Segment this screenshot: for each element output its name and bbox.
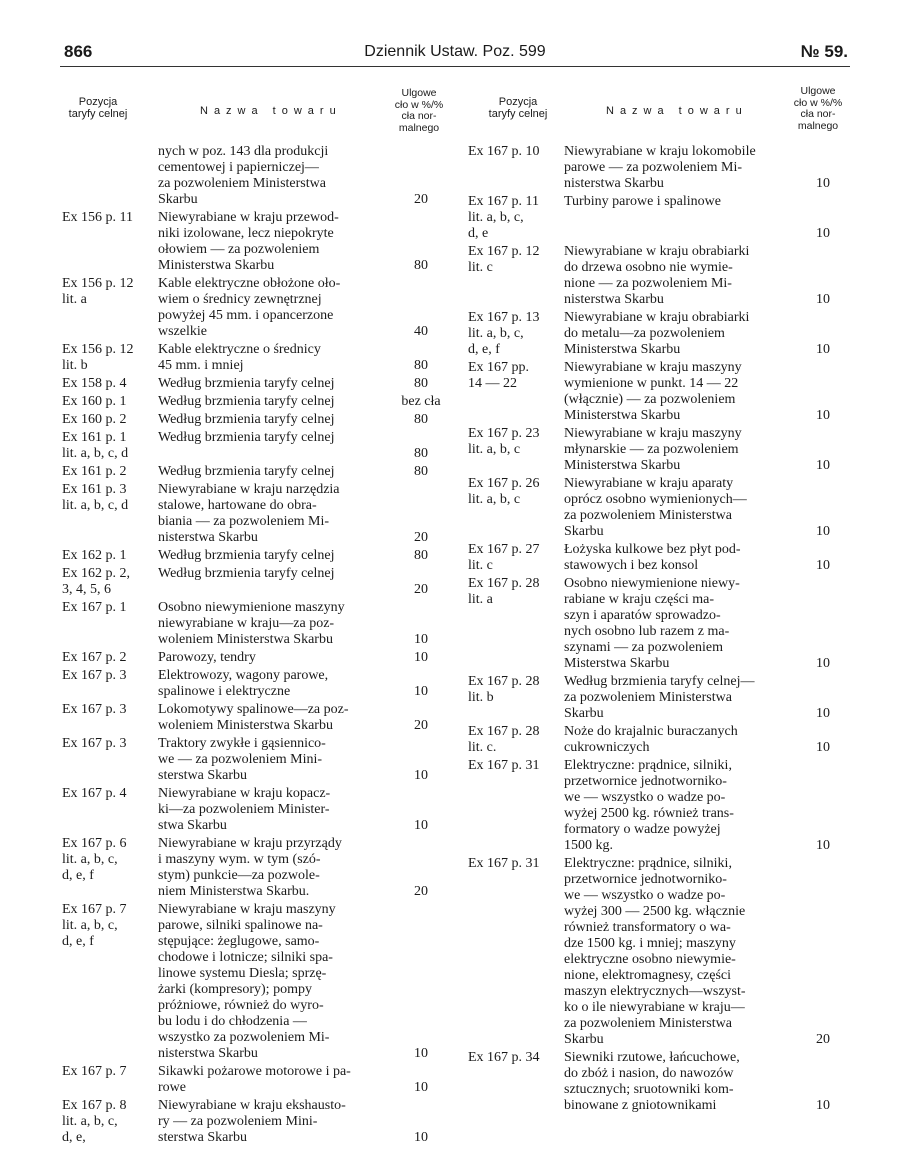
tariff-position: Ex 167 p. 4 xyxy=(62,786,127,801)
duty-rate: 10 xyxy=(816,408,830,423)
tariff-position: Ex 167 p. 3 xyxy=(62,668,127,683)
duty-rate: 20 xyxy=(414,192,428,207)
goods-name: Niewyrabiane w kraju narzędzia stalowe, hartowane do obra- biania — za pozwoleniem Mi- nisterstwa Skarbu xyxy=(158,482,340,545)
goods-name: Sikawki pożarowe motorowe i pa- rowe xyxy=(158,1064,351,1095)
goods-name: Niewyrabiane w kraju obrabiarki do drzewa osobno nie wymie- nione — za pozwoleniem Mi- nisterstwa Skarbu xyxy=(564,244,750,307)
tariff-position: Ex 161 p. 1 lit. a, b, c, d xyxy=(62,430,129,461)
tariff-entry xyxy=(62,464,450,480)
tariff-position: Ex 167 p. 31 xyxy=(468,856,540,871)
right-column-header xyxy=(468,85,843,144)
duty-rate: 10 xyxy=(414,1080,428,1095)
duty-header: Ulgowe cło w %/% cła nor- malnego xyxy=(793,85,843,132)
tariff-entry xyxy=(62,668,450,700)
page-header xyxy=(60,40,850,67)
duty-rate: 80 xyxy=(414,258,428,273)
tariff-entry xyxy=(468,724,843,756)
goods-name: Niewyrabiane w kraju obrabiarki do metalu—za pozwoleniem Ministerstwa Skarbu xyxy=(564,310,750,357)
goods-name: Niewyrabiane w kraju maszyny wymienione w punkt. 14 — 22 (włącznie) — za pozwoleniem Ministerstwa Skarbu xyxy=(564,360,742,423)
duty-rate: 10 xyxy=(816,706,830,721)
goods-name: Kable elektryczne obłożone oło- wiem o średnicy zewnętrznej powyżej 45 mm. i opancerzone wszelkie xyxy=(158,276,341,339)
goods-name: Niewyrabiane w kraju aparaty oprócz osobno wymienionych— za pozwoleniem Ministerstwa Skarbu xyxy=(564,476,747,539)
duty-rate: 10 xyxy=(414,1046,428,1061)
tariff-entry xyxy=(468,244,843,308)
duty-rate: 20 xyxy=(414,884,428,899)
goods-name: Niewyrabiane w kraju lokomobile parowe — za pozwoleniem Mi- nisterstwa Skarbu xyxy=(564,144,756,191)
tariff-position: Ex 167 p. 28 lit. b xyxy=(468,674,540,705)
tariff-position: Ex 167 p. 2 xyxy=(62,650,127,665)
tariff-position: Ex 160 p. 2 xyxy=(62,412,127,427)
page-number: 866 xyxy=(64,42,93,61)
tariff-position: Ex 167 p. 1 xyxy=(62,600,127,615)
duty-rate: 10 xyxy=(414,684,428,699)
left-column xyxy=(62,88,450,1148)
tariff-entry xyxy=(62,1064,450,1096)
duty-rate: 20 xyxy=(414,530,428,545)
tariff-entry xyxy=(468,758,843,854)
goods-name: Niewyrabiane w kraju kopacz- ki—za pozwoleniem Minister- stwa Skarbu xyxy=(158,786,331,833)
tariff-position: Ex 156 p. 12 lit. a xyxy=(62,276,134,307)
duty-rate: 80 xyxy=(414,548,428,563)
tariff-entry xyxy=(468,194,843,242)
tariff-position: Ex 167 p. 12 lit. c xyxy=(468,244,540,275)
tariff-position: Ex 162 p. 1 xyxy=(62,548,127,563)
tariff-entry xyxy=(468,576,843,672)
goods-name: Elektryczne: prądnice, silniki, przetwornice jednotworniko- we — wszystko o wadze po- wyżej 2500 kg. również trans- formatory o wadze powyżej 1500 kg. xyxy=(564,758,734,853)
tariff-entry xyxy=(468,856,843,1048)
duty-rate: 20 xyxy=(414,718,428,733)
duty-rate: 10 xyxy=(414,1130,428,1145)
goods-name: Parowozy, tendry xyxy=(158,650,256,665)
tariff-position: Ex 167 p. 8 lit. a, b, c, d, e, xyxy=(62,1098,127,1145)
duty-rate: 10 xyxy=(816,740,830,755)
goods-name: Niewyrabiane w kraju ekshausto- ry — za pozwoleniem Mini- sterstwa Skarbu xyxy=(158,1098,346,1145)
goods-name: Według brzmienia taryfy celnej xyxy=(158,430,335,445)
tariff-entry xyxy=(62,736,450,784)
journal-title: Dziennik Ustaw. Poz. 599 xyxy=(364,43,546,60)
tariff-entry xyxy=(62,836,450,900)
tariff-entry xyxy=(468,674,843,722)
issue-number: № 59. xyxy=(800,42,848,61)
duty-rate: 10 xyxy=(816,292,830,307)
goods-name: Noże do krajalnic buraczanych cukrowniczych xyxy=(564,724,738,755)
duty-rate: 10 xyxy=(816,342,830,357)
duty-rate: 10 xyxy=(414,818,428,833)
tariff-entry xyxy=(62,600,450,648)
goods-name: Według brzmienia taryfy celnej xyxy=(158,566,335,581)
duty-rate: 10 xyxy=(816,226,830,241)
goods-name: Według brzmienia taryfy celnej xyxy=(158,548,335,563)
tariff-entry xyxy=(62,412,450,428)
tariff-entry xyxy=(62,144,450,208)
duty-rate: 80 xyxy=(414,464,428,479)
tariff-entry xyxy=(62,430,450,462)
tariff-position: Ex 167 p. 27 lit. c xyxy=(468,542,540,573)
tariff-entry xyxy=(62,548,450,564)
tariff-position: Ex 156 p. 12 lit. b xyxy=(62,342,134,373)
tariff-position: Ex 161 p. 3 lit. a, b, c, d xyxy=(62,482,129,513)
duty-rate: 10 xyxy=(414,650,428,665)
duty-rate: 80 xyxy=(414,446,428,461)
duty-rate: 10 xyxy=(414,632,428,647)
tariff-entry xyxy=(62,210,450,274)
duty-header: Ulgowe cło w %/% cła nor- malnego xyxy=(394,87,444,134)
goods-name: Osobno niewymienione maszyny niewyrabiane w kraju—za poz- woleniem Ministerstwa Skarbu xyxy=(158,600,345,647)
goods-name: Niewyrabiane w kraju przyrządy i maszyny wym. w tym (szó- stym) punkcie—za pozwole- niem Ministerstwa Skarbu. xyxy=(158,836,342,899)
duty-rate: 20 xyxy=(816,1032,830,1047)
goods-name: Siewniki rzutowe, łańcuchowe, do zbóż i nasion, do nawozów sztucznych; sruotowniki kom- binowane z gniotownikami xyxy=(564,1050,740,1113)
tariff-entry xyxy=(62,566,450,598)
duty-rate: 80 xyxy=(414,358,428,373)
tariff-entry xyxy=(468,360,843,424)
tariff-position: Ex 167 p. 28 lit. c. xyxy=(468,724,540,755)
tariff-entry xyxy=(468,310,843,358)
tariff-position: Ex 167 p. 11 lit. a, b, c, d, e xyxy=(468,194,540,241)
tariff-position: Ex 167 p. 7 xyxy=(62,1064,127,1079)
goods-name: Według brzmienia taryfy celnej xyxy=(158,376,335,391)
goods-name: Według brzmienia taryfy celnej— za pozwoleniem Ministerstwa Skarbu xyxy=(564,674,755,721)
tariff-entry xyxy=(468,1050,843,1114)
goods-name: Niewyrabiane w kraju przewod- niki izolowane, lecz niepokryte ołowiem — za pozwoleniem Ministerstwa Skarbu xyxy=(158,210,339,273)
tariff-entry xyxy=(62,394,450,410)
goods-name: Kable elektryczne o średnicy 45 mm. i mniej xyxy=(158,342,321,373)
goods-name: Lokomotywy spalinowe—za poz- woleniem Ministerstwa Skarbu xyxy=(158,702,349,733)
tariff-position: Ex 167 p. 7 lit. a, b, c, d, e, f xyxy=(62,902,127,949)
tariff-position: Ex 158 p. 4 xyxy=(62,376,127,391)
tariff-position: Ex 167 p. 3 xyxy=(62,736,127,751)
goods-name: Według brzmienia taryfy celnej xyxy=(158,412,335,427)
duty-rate: 10 xyxy=(816,838,830,853)
name-header: Nazwa towaru xyxy=(200,105,342,117)
tariff-entry xyxy=(468,542,843,574)
tariff-position: Ex 167 pp. 14 — 22 xyxy=(468,360,530,391)
tariff-position: Ex 167 p. 23 lit. a, b, c xyxy=(468,426,540,457)
tariff-position: Ex 161 p. 2 xyxy=(62,464,127,479)
tariff-position: Ex 156 p. 11 xyxy=(62,210,134,225)
duty-rate: 20 xyxy=(414,582,428,597)
tariff-entry xyxy=(468,476,843,540)
tariff-entry xyxy=(62,786,450,834)
tariff-entry xyxy=(62,702,450,734)
goods-name: nych w poz. 143 dla produkcji cementowej i papierniczej— za pozwoleniem Ministerstwa Skarbu xyxy=(158,144,329,207)
tariff-position: Ex 167 p. 13 lit. a, b, c, d, e, f xyxy=(468,310,540,357)
goods-name: Osobno niewymienione niewy- rabiane w kraju części ma- szyn i aparatów sprowadzo- nych osobno lub razem z ma- szynami — za pozwoleniem Misterstwa Skarbu xyxy=(564,576,740,671)
tariff-entry xyxy=(468,426,843,474)
tariff-entry xyxy=(62,276,450,340)
right-column xyxy=(468,85,843,1116)
goods-name: Traktory zwykłe i gąsiennico- we — za pozwoleniem Mini- sterstwa Skarbu xyxy=(158,736,326,783)
duty-rate: 10 xyxy=(816,458,830,473)
goods-name: Elektryczne: prądnice, silniki, przetwornice jednotworniko- we — wszystko o wadze po- wyżej 300 — 2500 kg. włącznie również transformatory o wa- dze 1500 kg. i mniej; maszyny elektryczne osobno niewymie- nione, elektromagnesy, części maszyn elektrycznych—wszyst- ko o ile niewyrabiane w kraju— za pozwoleniem Ministerstwa Skarbu xyxy=(564,856,746,1047)
duty-rate: 80 xyxy=(414,376,428,391)
tariff-entry xyxy=(62,650,450,666)
tariff-entry xyxy=(62,376,450,392)
tariff-position: Ex 167 p. 26 lit. a, b, c xyxy=(468,476,540,507)
tariff-position: Ex 167 p. 28 lit. a xyxy=(468,576,540,607)
right-entry-list xyxy=(468,144,843,1114)
duty-rate: 80 xyxy=(414,412,428,427)
duty-rate: 10 xyxy=(816,558,830,573)
tariff-position: Ex 160 p. 1 xyxy=(62,394,127,409)
goods-name: Niewyrabiane w kraju maszyny parowe, silniki spalinowe na- stępujące: żeglugowe, samo- chodowe i lotnicze; silniki spa- linowe systemu Diesla; sprzę- żarki (kompresory); pompy próżniowe, również do wyro- bu lodu i do chłodzenia — wszystko za pozwoleniem Mi- nisterstwa Skarbu xyxy=(158,902,336,1061)
duty-rate: 10 xyxy=(816,656,830,671)
tariff-position xyxy=(62,144,158,208)
tariff-position: Ex 167 p. 6 lit. a, b, c, d, e, f xyxy=(62,836,127,883)
tariff-position: Ex 162 p. 2, 3, 4, 5, 6 xyxy=(62,566,131,597)
duty-rate: 10 xyxy=(816,176,830,191)
goods-name: Niewyrabiane w kraju maszyny młynarskie — za pozwoleniem Ministerstwa Skarbu xyxy=(564,426,742,473)
goods-name: Według brzmienia taryfy celnej xyxy=(158,464,335,479)
tariff-position: Ex 167 p. 3 xyxy=(62,702,127,717)
duty-rate: bez cła xyxy=(401,394,441,409)
goods-name: Według brzmienia taryfy celnej xyxy=(158,394,335,409)
duty-rate: 10 xyxy=(414,768,428,783)
tariff-entry xyxy=(62,482,450,546)
duty-rate: 10 xyxy=(816,1098,830,1113)
tariff-entry xyxy=(62,342,450,374)
tariff-entry xyxy=(62,1098,450,1146)
goods-name: Łożyska kulkowe bez płyt pod- stawowych i bez konsol xyxy=(564,542,741,573)
tariff-entry xyxy=(468,144,843,192)
position-header: Pozycja taryfy celnej xyxy=(68,96,128,120)
left-column-header xyxy=(62,88,450,144)
position-header: Pozycja taryfy celnej xyxy=(488,96,548,120)
goods-name: Turbiny parowe i spalinowe xyxy=(564,194,721,209)
left-entry-list xyxy=(62,144,450,1146)
tariff-position: Ex 167 p. 10 xyxy=(468,144,540,159)
tariff-entry xyxy=(62,902,450,1062)
tariff-position: Ex 167 p. 31 xyxy=(468,758,540,773)
duty-rate: 40 xyxy=(414,324,428,339)
duty-rate: 10 xyxy=(816,524,830,539)
tariff-position: Ex 167 p. 34 xyxy=(468,1050,540,1065)
goods-name: Elektrowozy, wagony parowe, spalinowe i elektryczne xyxy=(158,668,329,699)
name-header: Nazwa towaru xyxy=(606,105,748,117)
